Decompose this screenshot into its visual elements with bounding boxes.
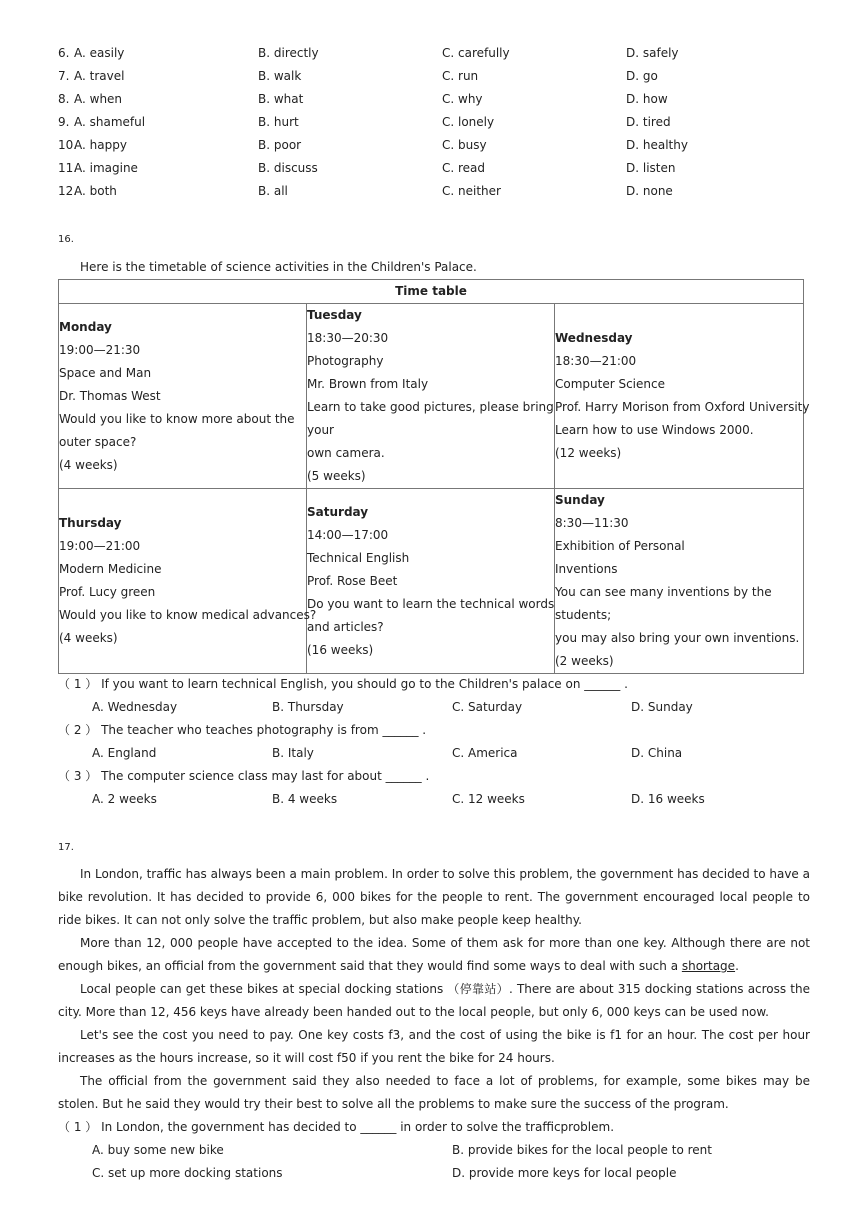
option-c: C. 12 weeks [452,792,525,806]
q16-intro: Here is the timetable of science activities in the Children's Palace. [80,260,477,274]
duration: (2 weeks) [555,654,614,668]
description: Would you like to know medical advances? [59,608,317,622]
cell-saturday [307,489,555,674]
item-number: 10. [58,138,78,152]
question-number-16: 16. [58,234,74,245]
option-a: A. when [74,92,123,106]
course-name: Space and Man [59,365,152,380]
day-label: Sunday [555,493,605,507]
option-c: C. neither [442,184,501,198]
option-a: A. both [74,184,117,198]
option-a: A. travel [74,69,125,83]
time-range: 18:30—21:00 [555,354,637,368]
option-b: B. walk [258,69,302,83]
item-number: 9. [58,115,70,129]
option-d: D. how [626,92,668,106]
option-a: A. happy [74,138,127,152]
paragraph-text: More than 12, 000 people have accepted to the idea. Some of them ask for more than one key. Although there are not enough bikes, an official from the government said that they would find some ways to deal with such a [58,936,810,973]
option-b: B. all [258,184,288,198]
paragraph-4: Let's see the cost you need to pay. One key costs f3, and the cost of using the bike is f1 for an hour. The cost per hour increases as the hours increase, so it will cost f50 if you rent the bike for 24 hours. [58,1028,810,1065]
cell-thursday [59,489,317,674]
course-name: Modern Medicine [59,562,162,576]
paragraph-1: In London, traffic has always been a main problem. In order to solve this problem, the government has decided to have a bike revolution. It has decided to provide 6, 000 bikes for the people to rent. The government encouraged local people to ride bikes. It can not only solve the traffic problem, but also make people keep healthy. [58,867,810,927]
paragraph-3: Local people can get these bikes at special docking stations （停靠站）. There are about 315 docking stations across the city. More than 12, 456 keys have already been handed out to the local people, but only 6, 000 keys can be used now. [58,982,810,1019]
option-a: A. 2 weeks [92,792,157,806]
option-a: A. easily [74,46,125,60]
course-name: Exhibition of Personal [555,539,685,553]
description: own camera. [307,446,385,460]
cell-tuesday [307,304,555,489]
option-b: B. discuss [258,161,318,175]
day-label: Monday [59,319,112,334]
option-a: A. imagine [74,161,138,175]
course-name: Technical English [307,550,410,565]
time-range: 18:30—20:30 [307,331,389,345]
time-range: 19:00—21:00 [59,539,141,553]
paragraph-text: . [735,959,739,973]
description: Learn how to use Windows 2000. [555,423,754,437]
option-c: C. why [442,92,483,106]
option-b: B. 4 weeks [272,792,338,806]
time-range: 19:00—21:30 [59,342,141,357]
duration: (4 weeks) [59,631,118,645]
option-d: D. provide more keys for local people [452,1166,677,1180]
cell-monday [59,304,307,489]
duration: (5 weeks) [307,469,366,483]
day-label: Saturday [307,504,369,519]
time-range: 8:30—11:30 [555,516,629,530]
option-b: B. Italy [272,746,314,760]
option-c: C. lonely [442,115,495,129]
item-number: 11. [58,161,78,175]
option-b: B. Thursday [272,700,344,714]
option-c: C. read [442,161,486,175]
duration: (4 weeks) [59,457,118,472]
teacher: Prof. Harry Morison from Oxford University [555,400,810,414]
q16-question-2: （ 2 ） The teacher who teaches photography is from ______ . [58,723,427,737]
option-d: D. go [626,69,658,83]
option-d: D. 16 weeks [631,792,705,806]
teacher: Dr. Thomas West [59,388,161,403]
option-d: D. China [631,746,683,760]
option-d: D. none [626,184,673,198]
option-c: C. set up more docking stations [92,1166,283,1180]
option-b: B. poor [258,138,302,152]
q16-question-1: （ 1 ） If you want to learn technical English, you should go to the Children's palace on ______ . [58,677,628,691]
description: You can see many inventions by the [555,585,772,599]
q17-question-1: （ 1 ） In London, the government has decided to ______ in order to solve the trafficproblem. [58,1120,615,1134]
course-name: Inventions [555,562,618,576]
teacher: Mr. Brown from Italy [307,377,429,391]
item-number: 6. [58,46,70,60]
paragraph-2 [58,932,810,978]
description: your [307,423,334,437]
option-d: D. healthy [626,138,688,152]
description: outer space? [59,434,137,449]
timetable-title: Time table [59,280,804,304]
course-name: Photography [307,354,384,368]
teacher: Prof. Lucy green [59,585,156,599]
duration: (16 weeks) [307,642,374,657]
q16-question-3: （ 3 ） The computer science class may last for about ______ . [58,769,430,783]
item-number: 7. [58,69,70,83]
option-a: A. England [92,746,157,760]
description: and articles? [307,619,384,634]
item-number: 8. [58,92,70,106]
option-c: C. busy [442,138,487,152]
item-number: 12. [58,184,78,198]
cell-sunday [555,489,804,674]
duration: (12 weeks) [555,446,622,460]
paragraph-5: The official from the government said they also needed to face a lot of problems, for example, some bikes may be stolen. But he said they would try their best to solve all the problems to make sure the success of the program. [58,1074,810,1111]
course-name: Computer Science [555,377,665,391]
option-a: A. buy some new bike [92,1143,224,1157]
option-d: D. safely [626,46,679,60]
option-b: B. directly [258,46,319,60]
timetable [58,279,810,674]
option-d: D. tired [626,115,671,129]
time-range: 14:00—17:00 [307,527,389,542]
option-c: C. America [452,746,518,760]
day-label: Thursday [59,516,122,530]
description: students; [555,608,612,622]
cell-wednesday [555,304,810,489]
option-a: A. Wednesday [92,700,178,714]
description: you may also bring your own inventions. [555,631,800,645]
option-d: D. Sunday [631,700,693,714]
option-d: D. listen [626,161,676,175]
day-label: Wednesday [555,331,633,345]
option-c: C. run [442,69,479,83]
day-label: Tuesday [307,308,362,322]
option-c: C. carefully [442,46,510,60]
option-a: A. shameful [74,115,146,129]
description: Learn to take good pictures, please bring [307,400,554,414]
question-number-17: 17. [58,842,74,853]
description: Do you want to learn the technical words [307,596,555,611]
option-b: B. provide bikes for the local people to rent [452,1143,712,1157]
description: Would you like to know more about the [59,411,295,426]
q17-passage [58,863,810,1116]
option-b: B. hurt [258,115,299,129]
option-c: C. Saturday [452,700,523,714]
option-b: B. what [258,92,304,106]
underlined-word: shortage [681,959,736,973]
teacher: Prof. Rose Beet [307,573,398,588]
